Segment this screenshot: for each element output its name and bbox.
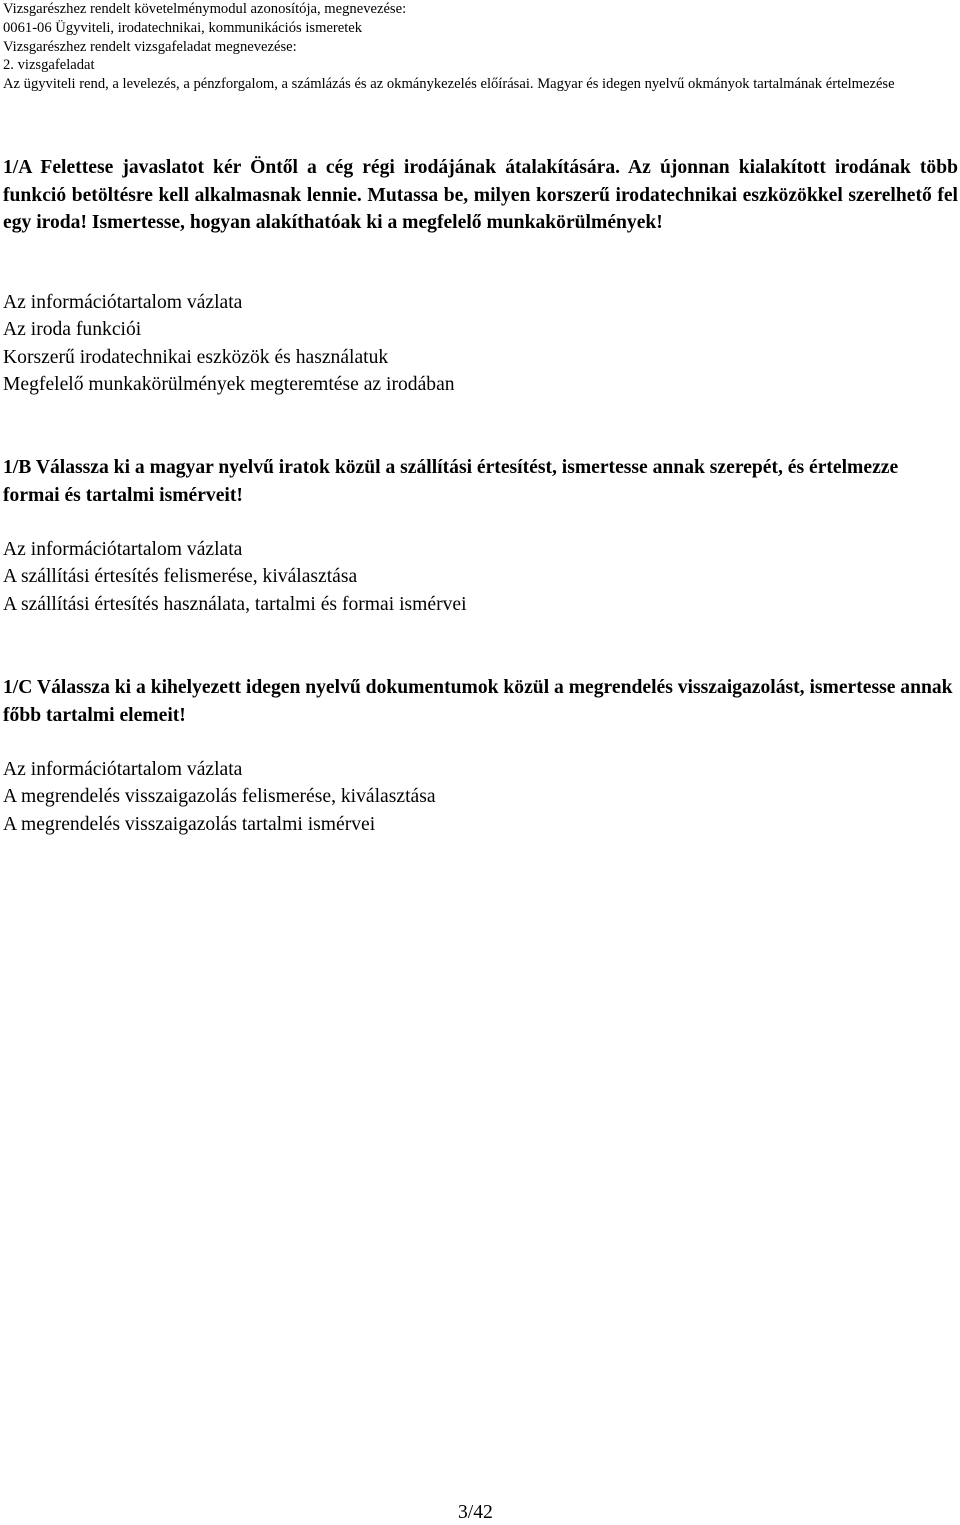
header-line-task-label: Vizsgarészhez rendelt vizsgafeladat megnevezése:: [3, 38, 297, 55]
outline-item: A szállítási értesítés felismerése, kiválasztása: [3, 566, 358, 588]
header-line-module-name: 0061-06 Ügyviteli, irodatechnikai, kommunikációs ismeretek: [3, 19, 363, 36]
task-1b-outline: [3, 536, 953, 618]
header-line-module-label: Vizsgarészhez rendelt követelménymodul azonosítója, megnevezése:: [3, 1, 407, 17]
task-1b-text: 1/B Válassza ki a magyar nyelvű iratok közül a szállítási értesítést, ismertesse annak szerepét, és értelmezze formai és tartalmi ismérveit!: [3, 457, 899, 506]
header-line-task-description: Az ügyviteli rend, a levelezés, a pénzforgalom, a számlázás és az okmánykezelés előírásai. Magyar és idegen nyelvű okmányok tartalmának értelmezése: [3, 76, 895, 93]
task-1c-outline: [3, 756, 953, 838]
outline-item: Korszerű irodatechnikai eszközök és használatuk: [3, 346, 389, 368]
task-1a-text: 1/A Felettese javaslatot kér Öntől a cég régi irodájának átalakítására. Az újonnan kialakított irodának több funkció betöltésre kell alkalmasnak lennie. Mutassa be, milyen korszerű irodatechnikai eszközökkel szerelhető fel egy iroda! Ismertesse, hogyan alakíthatóak ki a megfelelő munkakörülmények!: [3, 157, 958, 233]
outline-title: Az információtartalom vázlata: [3, 539, 243, 560]
document-header: [3, 0, 953, 94]
task-1c-text: 1/C Válassza ki a kihelyezett idegen nyelvű dokumentumok közül a megrendelés visszaigazolást, ismertesse annak főbb tartalmi elemeit!: [3, 677, 953, 726]
outline-item: A szállítási értesítés használata, tartalmi és formai ismérvei: [3, 593, 467, 615]
outline-title: Az információtartalom vázlata: [3, 759, 243, 780]
outline-item: A megrendelés visszaigazolás felismerése, kiválasztása: [3, 786, 436, 808]
outline-item: Az iroda funkciói: [3, 319, 142, 341]
page-number: 3/42: [458, 1502, 493, 1523]
outline-item: A megrendelés visszaigazolás tartalmi ismérvei: [3, 813, 376, 835]
outline-item: Megfelelő munkakörülmények megteremtése az irodában: [3, 373, 455, 395]
task-1a-outline: [3, 289, 953, 398]
header-line-task-name: 2. vizsgafeladat: [3, 57, 95, 74]
outline-title: Az információtartalom vázlata: [3, 292, 243, 313]
